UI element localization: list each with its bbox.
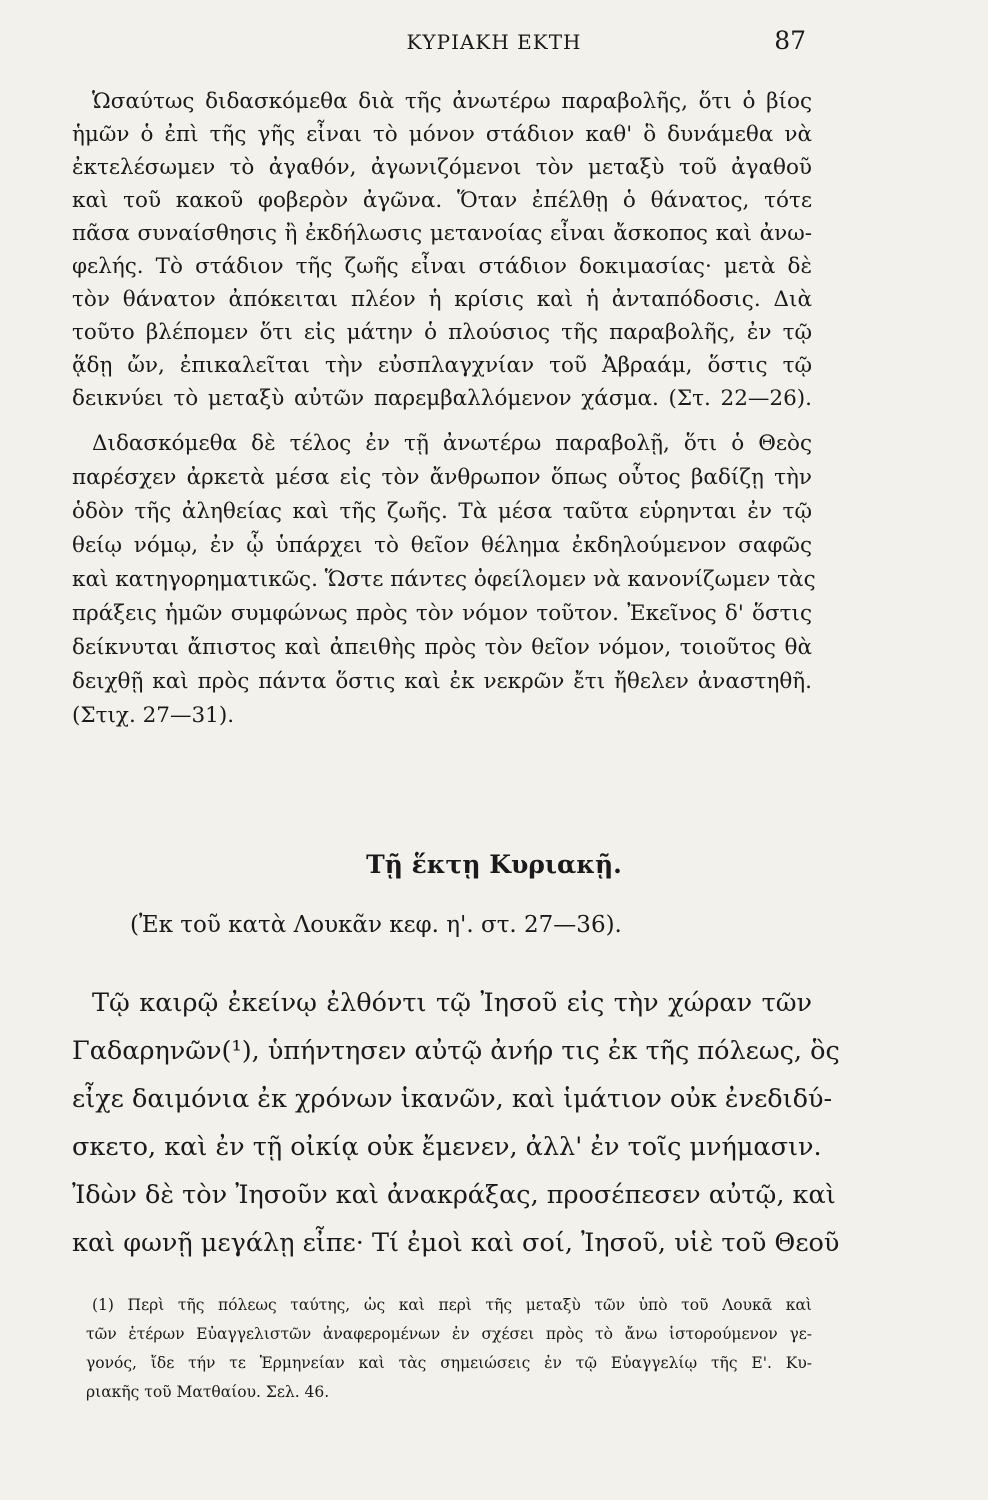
paragraph-2-line: θείῳ νόμῳ, ἐν ᾧ ὑπάρχει τὸ θεῖον θέλημα ἐκδηλούμενον σαφῶς [72, 533, 812, 558]
paragraph-1-line: φελής. Τὸ στάδιον τῆς ζωῆς εἶναι στάδιον δοκιμασίας· μετὰ δὲ [72, 254, 812, 279]
paragraph-2-line: πράξεις ἡμῶν συμφώνως πρὸς τὸν νόμον τοῦτον. Ἐκεῖνος δ' ὅστις [72, 601, 812, 626]
paragraph-2-line: καὶ κατηγορηματικῶς. Ὥστε πάντες ὀφείλομεν νὰ κανονίζωμεν τὰς [72, 567, 816, 592]
footnote-line: γονός, ἴδε τήν τε Ἑρμηνείαν καὶ τὰς σημειώσεις ἐν τῷ Εὐαγγελίῳ τῆς Ε'. Κυ- [86, 1354, 812, 1372]
footnote-line: τῶν ἑτέρων Εὐαγγελιστῶν ἀναφερομένων ἐν σχέσει πρὸς τὸ ἄνω ἱστορούμενον γε- [86, 1325, 812, 1343]
paragraph-1-line: Ὡσαύτως διδασκόμεθα διὰ τῆς ἀνωτέρω παραβολῆς, ὅτι ὁ βίος [92, 89, 812, 114]
gospel-line: εἶχε δαιμόνια ἐκ χρόνων ἱκανῶν, καὶ ἱμάτιον οὐκ ἐνεδιδύ- [72, 1084, 833, 1114]
paragraph-1-line: τὸν θάνατον ἀπόκειται πλέον ἡ κρίσις καὶ ἡ ἀνταπόδοσις. Διὰ [72, 287, 812, 312]
gospel-line: σκετο, καὶ ἐν τῇ οἰκίᾳ οὐκ ἔμενεν, ἀλλ' ἐν τοῖς μνήμασιν. [72, 1132, 822, 1162]
paragraph-2-line: παρέσχεν ἀρκετὰ μέσα εἰς τὸν ἄνθρωπον ὅπως οὗτος βαδίζῃ τὴν [72, 465, 812, 490]
page-header [0, 26, 988, 60]
footnote-line: (1) Περὶ τῆς πόλεως ταύτης, ὡς καὶ περὶ τῆς μεταξὺ τῶν ὑπὸ τοῦ Λουκᾶ καὶ [92, 1296, 812, 1314]
paragraph-1-line: ᾅδῃ ὤν, ἐπικαλεῖται τὴν εὐσπλαγχνίαν τοῦ Ἀβραάμ, ὅστις τῷ [72, 353, 812, 378]
paragraph-2-line: ὁδὸν τῆς ἀληθείας καὶ τῆς ζωῆς. Τὰ μέσα ταῦτα εὑρηνται ἐν τῷ [72, 499, 812, 524]
paragraph-1-line: καὶ τοῦ κακοῦ φοβερὸν ἀγῶνα. Ὅταν ἐπέλθῃ ὁ θάνατος, τότε [72, 188, 812, 213]
gospel-line: Ἰδὼν δὲ τὸν Ἰησοῦν καὶ ἀνακράξας, προσέπεσεν αὐτῷ, καὶ [72, 1180, 836, 1210]
section-heading: Τῇ ἕκτῃ Κυριακῇ. [366, 850, 622, 879]
running-title: ΚΥΡΙΑΚΗ ΕΚΤΗ [406, 30, 582, 54]
paragraph-2-line: (Στιχ. 27—31). [72, 703, 235, 728]
paragraph-2-line: δείκνυται ἄπιστος καὶ ἀπειθὴς πρὸς τὸν θεῖον νόμον, τοιοῦτος θὰ [72, 635, 812, 660]
paragraph-2-line: Διδασκόμεθα δὲ τέλος ἐν τῇ ἀνωτέρω παραβολῇ, ὅτι ὁ Θεὸς [92, 431, 812, 456]
section-source: (Ἐκ τοῦ κατὰ Λουκᾶν κεφ. η'. στ. 27—36). [130, 912, 622, 938]
paragraph-1-line: πᾶσα συναίσθησις ἢ ἐκδήλωσις μετανοίας εἶναι ἄσκοπος καὶ ἀνω- [72, 221, 812, 246]
paragraph-2-line: δειχθῇ καὶ πρὸς πάντα ὅστις καὶ ἐκ νεκρῶν ἔτι ἤθελεν ἀναστηθῆ. [72, 669, 812, 694]
footnote-line: ριακῆς τοῦ Ματθαίου. Σελ. 46. [86, 1383, 330, 1401]
gospel-line: καὶ φωνῇ μεγάλῃ εἶπε· Τί ἐμοὶ καὶ σοί, Ἰησοῦ, υἱὲ τοῦ Θεοῦ [72, 1228, 840, 1258]
paragraph-1-line: ἡμῶν ὁ ἐπὶ τῆς γῆς εἶναι τὸ μόνον στάδιον καθ' ὃ δυνάμεθα νὰ [72, 122, 812, 147]
paragraph-1-line: τοῦτο βλέπομεν ὅτι εἰς μάτην ὁ πλούσιος τῆς παραβολῆς, ἐν τῷ [72, 320, 812, 345]
gospel-line: Γαδαρηνῶν(¹), ὑπήντησεν αὐτῷ ἀνήρ τις ἐκ τῆς πόλεως, ὃς [72, 1036, 840, 1066]
gospel-line: Τῷ καιρῷ ἐκείνῳ ἐλθόντι τῷ Ἰησοῦ εἰς τὴν χώραν τῶν [92, 988, 812, 1018]
page-number: 87 [774, 26, 806, 55]
paragraph-1-line: δεικνύει τὸ μεταξὺ αὐτῶν παρεμβαλλόμενον χάσμα. (Στ. 22—26). [72, 386, 812, 411]
paragraph-1-line: ἐκτελέσωμεν τὸ ἀγαθόν, ἀγωνιζόμενοι τὸν μεταξὺ τοῦ ἀγαθοῦ [72, 155, 812, 180]
